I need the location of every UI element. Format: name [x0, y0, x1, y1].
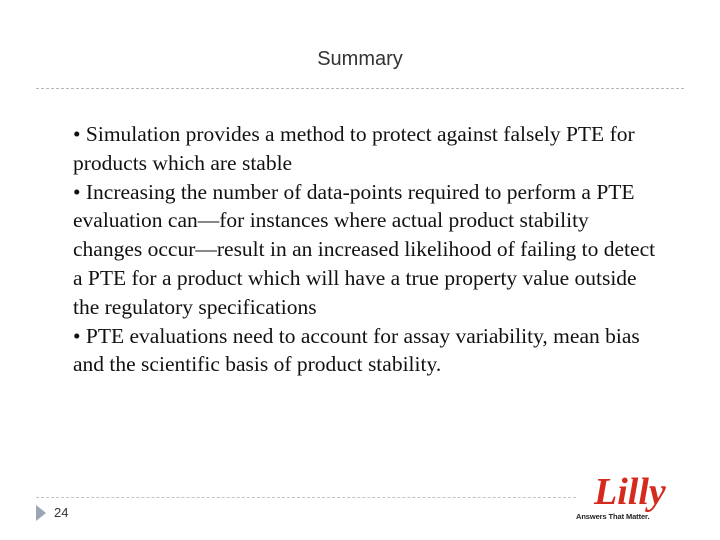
- logo-wordmark: Lilly: [594, 471, 666, 513]
- lilly-logo: [570, 470, 700, 526]
- lilly-script-logo-icon: [590, 470, 700, 514]
- bullet-item: • PTE evaluations need to account for assay variability, mean bias and the scientific basis of product stability.: [73, 323, 640, 377]
- page-number: 24: [54, 505, 69, 520]
- bullet-item: • Simulation provides a method to protect against falsely PTE for products which are stable: [73, 122, 635, 175]
- footer-divider: [36, 497, 576, 498]
- footer-arrow-icon: [36, 505, 46, 521]
- slide-title: Summary: [317, 48, 403, 70]
- summary-body: [73, 120, 663, 379]
- bullet-item: • Increasing the number of data-points required to perform a PTE evaluation can—for instances where actual product stability changes occur—result in an increased likelihood of failing to detect a PTE for a product which will have a true property value outside the regulatory specifications: [73, 179, 656, 319]
- title-divider: [36, 88, 684, 89]
- logo-tagline: Answers That Matter.: [576, 512, 650, 521]
